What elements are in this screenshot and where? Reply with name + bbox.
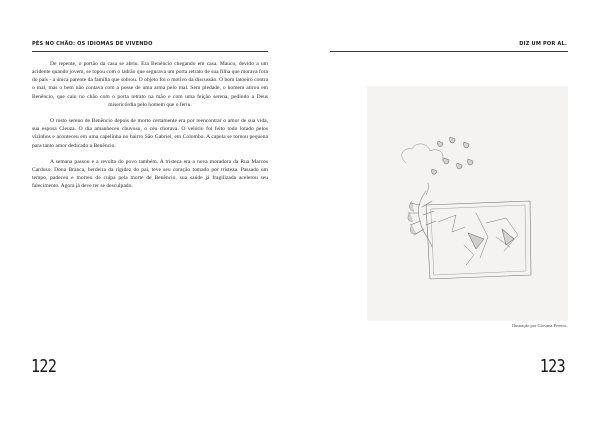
pencil-sketch-illustration (368, 87, 567, 320)
paragraph-3: A semana passou e a revolta do povo também. A tristeza era a nova moradora da Rua Marcos Cardoso. Dona Branca, herdeira da rigidez do pai, teve seu coração tomado por tristeza. Passado um tempo, padeceu e morreu de culpa pela morte de Benêncio, sua saúde já fragilizada acelerou seu falecimento. Agora já deve ter se desculpado. (32, 158, 268, 190)
fern-stem (426, 183, 428, 195)
rain-drop (438, 141, 443, 147)
right-page (300, 0, 600, 423)
paragraph-2: O rosto sereno de Benêncio depois de morto certamente era por reencontrar o amor de sua vida, sua esposa Cleuza. O dia amanheceu chuvoso, o céu chorava. O velório foi feito todo lotado pelos vizinhos e aconteceu em uma capelinha no bairro São Gabriel, em Colombo. A capela se tornou pequena para tanto amor dedicado a Benêncio. (32, 118, 268, 149)
cloud-outline (402, 144, 443, 163)
rain-drop (432, 169, 437, 174)
rain-drop (464, 142, 469, 148)
paragraph-1: De repente, o portão da casa se abriu. Era Benêncio chegando em casa. Mauco, devido a um acidente quando jovem, se topou com o ladrão que segurava um porta retrato de sua filha que morava fora do país - a única parente da família que sobrou. O objeto foi o motivo da discussão. O bom latoeiro contra o mal, mas o bem não contava com a posse de uma arma pelo mal. Sem piedade, o homem atirou em Benêncio, que caiu no chão com o porta retrato na mão e com uma feição serena, pedindo a Deus misericórdia pelo homem que o feriu. (32, 61, 268, 108)
rain-drop (450, 137, 455, 143)
rain-drop (457, 163, 462, 169)
page-number-right: 123 (539, 355, 565, 377)
header-rule-left (32, 51, 268, 52)
sketch-drawing (368, 87, 567, 320)
header-rule-right (330, 51, 568, 52)
running-head-left: PÉS NO CHÃO: OS IDIOMAS DE VIVENDO (32, 41, 153, 47)
illustration-caption: Ilustração por Giovana Pereira. (512, 323, 567, 328)
running-head-right: DIZ UM POR AL. (519, 41, 567, 47)
fern-leaves (408, 201, 416, 234)
story-text (32, 60, 268, 199)
page-number-left: 122 (31, 355, 57, 377)
rain-drop (444, 158, 449, 164)
glass-shard (468, 233, 484, 249)
rain-drop (468, 159, 473, 165)
